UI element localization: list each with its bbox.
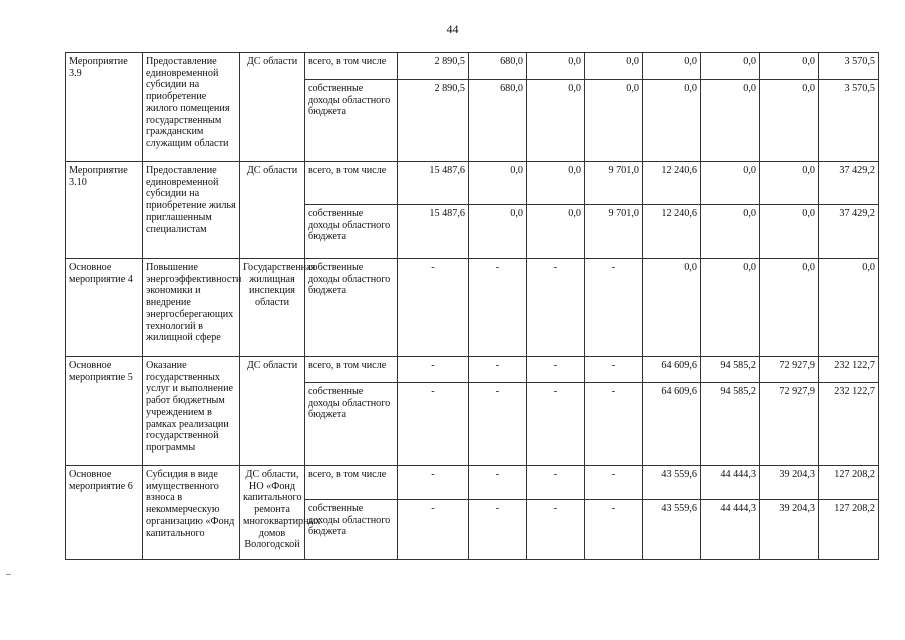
amount-cell: 64 609,6 (643, 383, 701, 466)
amount-cell: - (398, 500, 469, 560)
amount-cell: 0,0 (643, 80, 701, 162)
amount-cell: 94 585,2 (701, 383, 760, 466)
funding-source: собственные доходы областного бюджета (305, 80, 398, 162)
amount-cell: - (527, 500, 585, 560)
funding-source: собственные доходы областного бюджета (305, 259, 398, 357)
amount-cell: - (527, 259, 585, 357)
activity-description: Повышение энергоэффективности экономики и внедрение энергосберегающих технологий в жилищной сфере (143, 259, 240, 357)
table-row (66, 162, 879, 205)
margin-mark (6, 574, 11, 575)
amount-cell: 0,0 (701, 53, 760, 80)
amount-cell: - (585, 466, 643, 500)
activity-name: Мероприятие 3.9 (66, 53, 143, 162)
page-number: 44 (446, 22, 459, 36)
executor-cell: ДС области, НО «Фонд капитального ремонта многоквартирных домов Вологодской (240, 466, 305, 560)
funding-source: собственные доходы областного бюджета (305, 383, 398, 466)
amount-cell: 0,0 (760, 53, 819, 80)
amount-cell: 12 240,6 (643, 162, 701, 205)
amount-cell: 2 890,5 (398, 80, 469, 162)
amount-cell: 0,0 (527, 205, 585, 259)
amount-cell: - (398, 357, 469, 383)
funding-source: всего, в том числе (305, 53, 398, 80)
amount-cell: 680,0 (469, 53, 527, 80)
amount-cell: - (469, 259, 527, 357)
amount-cell: 72 927,9 (760, 383, 819, 466)
amount-cell: - (585, 357, 643, 383)
amount-cell: 0,0 (819, 259, 879, 357)
amount-cell: 232 122,7 (819, 357, 879, 383)
amount-cell: 0,0 (527, 53, 585, 80)
activity-name: Основное мероприятие 6 (66, 466, 143, 560)
funding-source: собственные доходы областного бюджета (305, 205, 398, 259)
amount-cell: 0,0 (469, 162, 527, 205)
amount-cell: 64 609,6 (643, 357, 701, 383)
activity-description: Предоставление единовременной субсидии на приобретение жилья приглашенным специалистам (143, 162, 240, 259)
amount-cell: - (469, 357, 527, 383)
table-row (66, 357, 879, 383)
activity-name: Мероприятие 3.10 (66, 162, 143, 259)
amount-cell: 15 487,6 (398, 205, 469, 259)
amount-cell: - (527, 383, 585, 466)
budget-table (65, 52, 879, 560)
amount-cell: 0,0 (643, 259, 701, 357)
amount-cell: 0,0 (701, 205, 760, 259)
amount-cell: 0,0 (527, 162, 585, 205)
amount-cell: - (469, 466, 527, 500)
amount-cell: 9 701,0 (585, 162, 643, 205)
table-body (66, 53, 879, 560)
funding-source: всего, в том числе (305, 466, 398, 500)
amount-cell: 15 487,6 (398, 162, 469, 205)
amount-cell: 94 585,2 (701, 357, 760, 383)
amount-cell: - (398, 383, 469, 466)
amount-cell: 9 701,0 (585, 205, 643, 259)
funding-source: всего, в том числе (305, 162, 398, 205)
amount-cell: 43 559,6 (643, 500, 701, 560)
amount-cell: 3 570,5 (819, 53, 879, 80)
amount-cell: 0,0 (701, 259, 760, 357)
activity-description: Субсидия в виде имущественного взноса в некоммерческую организацию «Фонд капитального (143, 466, 240, 560)
amount-cell: 39 204,3 (760, 500, 819, 560)
amount-cell: 43 559,6 (643, 466, 701, 500)
amount-cell: - (585, 500, 643, 560)
amount-cell: 44 444,3 (701, 500, 760, 560)
amount-cell: 37 429,2 (819, 162, 879, 205)
amount-cell: - (398, 466, 469, 500)
amount-cell: 44 444,3 (701, 466, 760, 500)
amount-cell: 0,0 (760, 205, 819, 259)
activity-name: Основное мероприятие 4 (66, 259, 143, 357)
amount-cell: 0,0 (527, 80, 585, 162)
amount-cell: - (585, 383, 643, 466)
amount-cell: 0,0 (585, 80, 643, 162)
funding-source: собственные доходы областного бюджета (305, 500, 398, 560)
amount-cell: 0,0 (760, 80, 819, 162)
amount-cell: 232 122,7 (819, 383, 879, 466)
amount-cell: 127 208,2 (819, 500, 879, 560)
amount-cell: - (469, 500, 527, 560)
amount-cell: - (527, 466, 585, 500)
amount-cell: 12 240,6 (643, 205, 701, 259)
executor-cell: ДС области (240, 357, 305, 466)
amount-cell: 0,0 (701, 162, 760, 205)
amount-cell: - (469, 383, 527, 466)
amount-cell: 0,0 (701, 80, 760, 162)
executor-cell: ДС области (240, 162, 305, 259)
amount-cell: - (398, 259, 469, 357)
table-row (66, 466, 879, 500)
amount-cell: 0,0 (760, 259, 819, 357)
amount-cell: 680,0 (469, 80, 527, 162)
activity-name: Основное мероприятие 5 (66, 357, 143, 466)
amount-cell: - (585, 259, 643, 357)
amount-cell: 0,0 (469, 205, 527, 259)
table-row (66, 53, 879, 80)
funding-source: всего, в том числе (305, 357, 398, 383)
executor-cell: ДС области (240, 53, 305, 162)
amount-cell: 2 890,5 (398, 53, 469, 80)
table-row (66, 259, 879, 357)
amount-cell: 72 927,9 (760, 357, 819, 383)
amount-cell: 37 429,2 (819, 205, 879, 259)
amount-cell: 0,0 (585, 53, 643, 80)
amount-cell: 3 570,5 (819, 80, 879, 162)
activity-description: Оказание государственных услуг и выполнение работ бюджетным учреждением в рамках реализации государственной программы (143, 357, 240, 466)
amount-cell: 39 204,3 (760, 466, 819, 500)
amount-cell: 0,0 (760, 162, 819, 205)
amount-cell: 127 208,2 (819, 466, 879, 500)
activity-description: Предоставление единовременной субсидии на приобретение жилого помещения государственным гражданским служащим области (143, 53, 240, 162)
executor-cell: Государственная жилищная инспекция области (240, 259, 305, 357)
amount-cell: - (527, 357, 585, 383)
amount-cell: 0,0 (643, 53, 701, 80)
